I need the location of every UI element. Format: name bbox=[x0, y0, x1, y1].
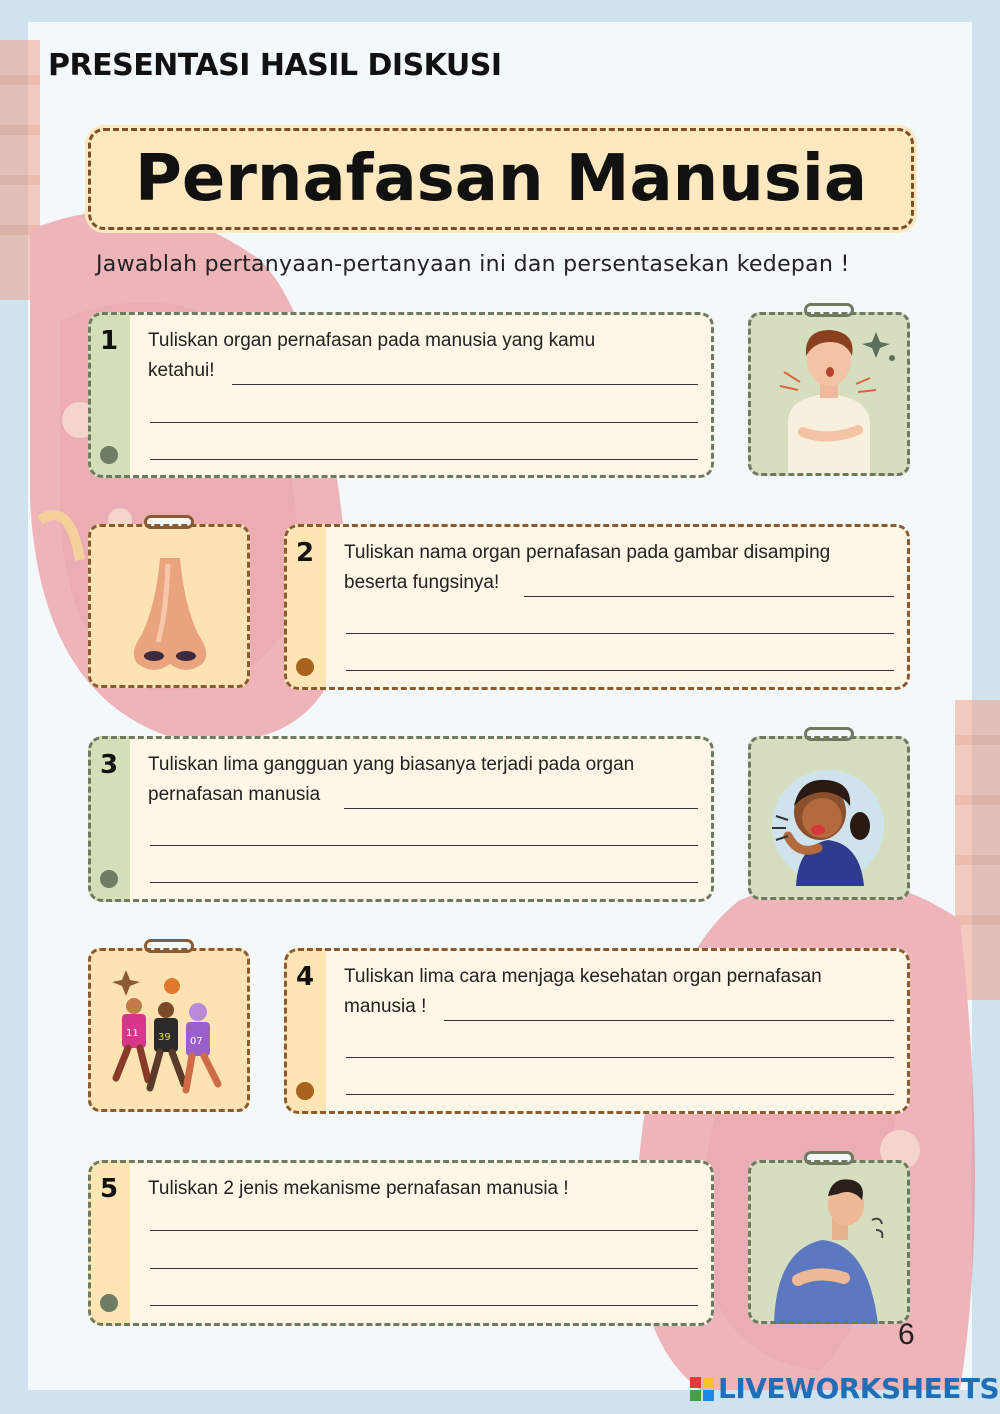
page-title: Pernafasan Manusia bbox=[135, 142, 867, 216]
question-number: 4 bbox=[296, 962, 315, 992]
question-line-1: Tuliskan 2 jenis mekanisme pernafasan manusia ! bbox=[148, 1178, 569, 1199]
brand-name: LIVEWORKSHEETS bbox=[718, 1372, 1000, 1405]
question-line-1: Tuliskan nama organ pernafasan pada gambar disamping bbox=[344, 542, 831, 563]
answer-line-1c[interactable] bbox=[150, 459, 698, 460]
question-number: 2 bbox=[296, 538, 315, 568]
question-line-2: ketahui! bbox=[148, 360, 215, 381]
answer-line-1b[interactable] bbox=[150, 422, 698, 423]
bullet-dot bbox=[100, 870, 118, 888]
image-chest-pain-man bbox=[748, 1160, 910, 1324]
question-card-3 bbox=[88, 736, 714, 902]
instruction-text: Jawablah pertanyaan-pertanyaan ini dan persentasekan kedepan ! bbox=[96, 252, 850, 277]
question-text bbox=[148, 326, 698, 386]
question-number: 3 bbox=[100, 750, 119, 780]
question-line-2: pernafasan manusia bbox=[148, 784, 321, 805]
liveworksheets-logo-icon bbox=[690, 1377, 714, 1401]
answer-line-5b[interactable] bbox=[150, 1268, 698, 1269]
question-line-1: Tuliskan lima gangguan yang biasanya terjadi pada organ bbox=[148, 754, 635, 775]
question-card-2 bbox=[284, 524, 910, 690]
answer-line-3c[interactable] bbox=[150, 882, 698, 883]
jersey-number-1: 11 bbox=[126, 1028, 139, 1039]
question-line-1: Tuliskan lima cara menjaga kesehatan organ pernafasan bbox=[344, 966, 822, 987]
bullet-dot bbox=[100, 1294, 118, 1312]
question-line-2: beserta fungsinya! bbox=[344, 572, 500, 593]
question-number: 1 bbox=[100, 326, 119, 356]
bullet-dot bbox=[296, 658, 314, 676]
answer-line-4a[interactable] bbox=[444, 1020, 894, 1021]
image-nose bbox=[88, 524, 250, 688]
answer-line-5a[interactable] bbox=[150, 1230, 698, 1231]
question-card-4 bbox=[284, 948, 910, 1114]
bullet-dot bbox=[100, 446, 118, 464]
page-number: 6 bbox=[898, 1318, 915, 1351]
jersey-number-3: 07 bbox=[190, 1036, 203, 1047]
question-number: 5 bbox=[100, 1174, 119, 1204]
question-line-1: Tuliskan organ pernafasan pada manusia yang kamu bbox=[148, 330, 596, 351]
title-box bbox=[88, 128, 914, 230]
answer-line-3a[interactable] bbox=[344, 808, 698, 809]
image-basketball-players bbox=[88, 948, 250, 1112]
answer-line-5c[interactable] bbox=[150, 1305, 698, 1306]
answer-line-2b[interactable] bbox=[346, 633, 894, 634]
bullet-dot bbox=[296, 1082, 314, 1100]
answer-line-3b[interactable] bbox=[150, 845, 698, 846]
question-text bbox=[148, 1174, 698, 1204]
page-heading: PRESENTASI HASIL DISKUSI bbox=[48, 48, 502, 83]
answer-line-4b[interactable] bbox=[346, 1057, 894, 1058]
question-text bbox=[344, 538, 894, 598]
image-coughing-girl bbox=[748, 736, 910, 900]
question-text bbox=[148, 750, 698, 810]
question-card-1 bbox=[88, 312, 714, 478]
answer-line-4c[interactable] bbox=[346, 1094, 894, 1095]
answer-line-1a[interactable] bbox=[232, 384, 698, 385]
liveworksheets-brand[interactable] bbox=[690, 1372, 999, 1405]
answer-line-2a[interactable] bbox=[524, 596, 894, 597]
question-line-2: manusia ! bbox=[344, 996, 427, 1017]
answer-line-2c[interactable] bbox=[346, 670, 894, 671]
question-card-5 bbox=[88, 1160, 714, 1326]
question-text bbox=[344, 962, 894, 1022]
image-breathing-person bbox=[748, 312, 910, 476]
jersey-number-2: 39 bbox=[158, 1032, 171, 1043]
